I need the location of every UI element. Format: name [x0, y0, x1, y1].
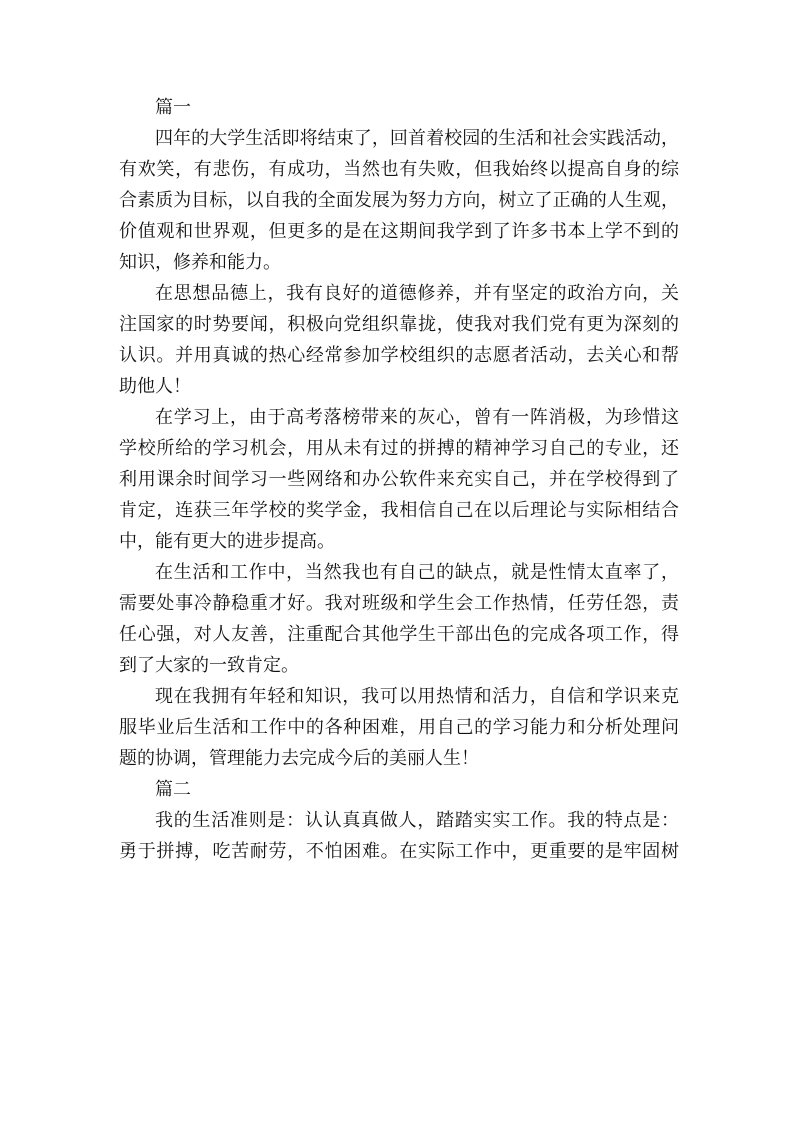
text-line: 勇于拼搏，吃苦耐劳，不怕困难。在实际工作中，更重要的是牢固树	[119, 841, 679, 862]
text-line: 认识。并用真诚的热心经常参加学校组织的志愿者活动，去关心和帮	[119, 345, 679, 366]
section-heading: 篇二	[155, 779, 191, 800]
text-line: 在生活和工作中，当然我也有自己的缺点，就是性情太直率了，	[155, 562, 679, 583]
text-line: 在思想品德上，我有良好的道德修养，并有坚定的政治方向，关	[155, 283, 679, 304]
text-line: 知识，修养和能力。	[119, 252, 281, 273]
paragraph	[119, 278, 679, 402]
paragraph	[119, 123, 679, 278]
text-line: 中，能有更大的进步提高。	[119, 531, 335, 552]
text-line: 肯定，连获三年学校的奖学金，我相信自己在以后理论与实际相结合	[119, 500, 679, 521]
text-line: 助他人！	[119, 376, 191, 397]
text-line: 有欢笑，有悲伤，有成功，当然也有失败，但我始终以提高自身的综	[119, 159, 679, 180]
document-page	[119, 92, 679, 867]
text-line: 需要处事冷静稳重才好。我对班级和学生会工作热情，任劳任怨，责	[119, 593, 679, 614]
text-line: 学校所给的学习机会，用从未有过的拼搏的精神学习自己的专业，还	[119, 438, 679, 459]
text-line: 在学习上，由于高考落榜带来的灰心，曾有一阵消极，为珍惜这	[155, 407, 679, 428]
text-line: 我的生活准则是：认认真真做人，踏踏实实工作。我的特点是：	[155, 810, 679, 831]
text-line: 注国家的时势要闻，积极向党组织靠拢，使我对我们党有更为深刻的	[119, 314, 679, 335]
text-line: 服毕业后生活和工作中的各种困难，用自己的学习能力和分析处理问	[119, 717, 679, 738]
text-line: 到了大家的一致肯定。	[119, 655, 299, 676]
text-line: 合素质为目标，以自我的全面发展为努力方向，树立了正确的人生观，	[119, 190, 679, 211]
paragraph	[119, 557, 679, 681]
text-line: 现在我拥有年轻和知识，我可以用热情和活力，自信和学识来克	[155, 686, 679, 707]
section-heading: 篇一	[155, 97, 191, 118]
paragraph	[119, 402, 679, 557]
text-line: 任心强，对人友善，注重配合其他学生干部出色的完成各项工作，得	[119, 624, 679, 645]
paragraph	[119, 681, 679, 774]
text-line: 四年的大学生活即将结束了，回首着校园的生活和社会实践活动，	[155, 128, 679, 149]
text-line: 价值观和世界观，但更多的是在这期间我学到了许多书本上学不到的	[119, 221, 679, 242]
text-line: 题的协调，管理能力去完成今后的美丽人生！	[119, 748, 479, 769]
paragraph	[119, 805, 679, 867]
text-line: 利用课余时间学习一些网络和办公软件来充实自己，并在学校得到了	[119, 469, 679, 490]
